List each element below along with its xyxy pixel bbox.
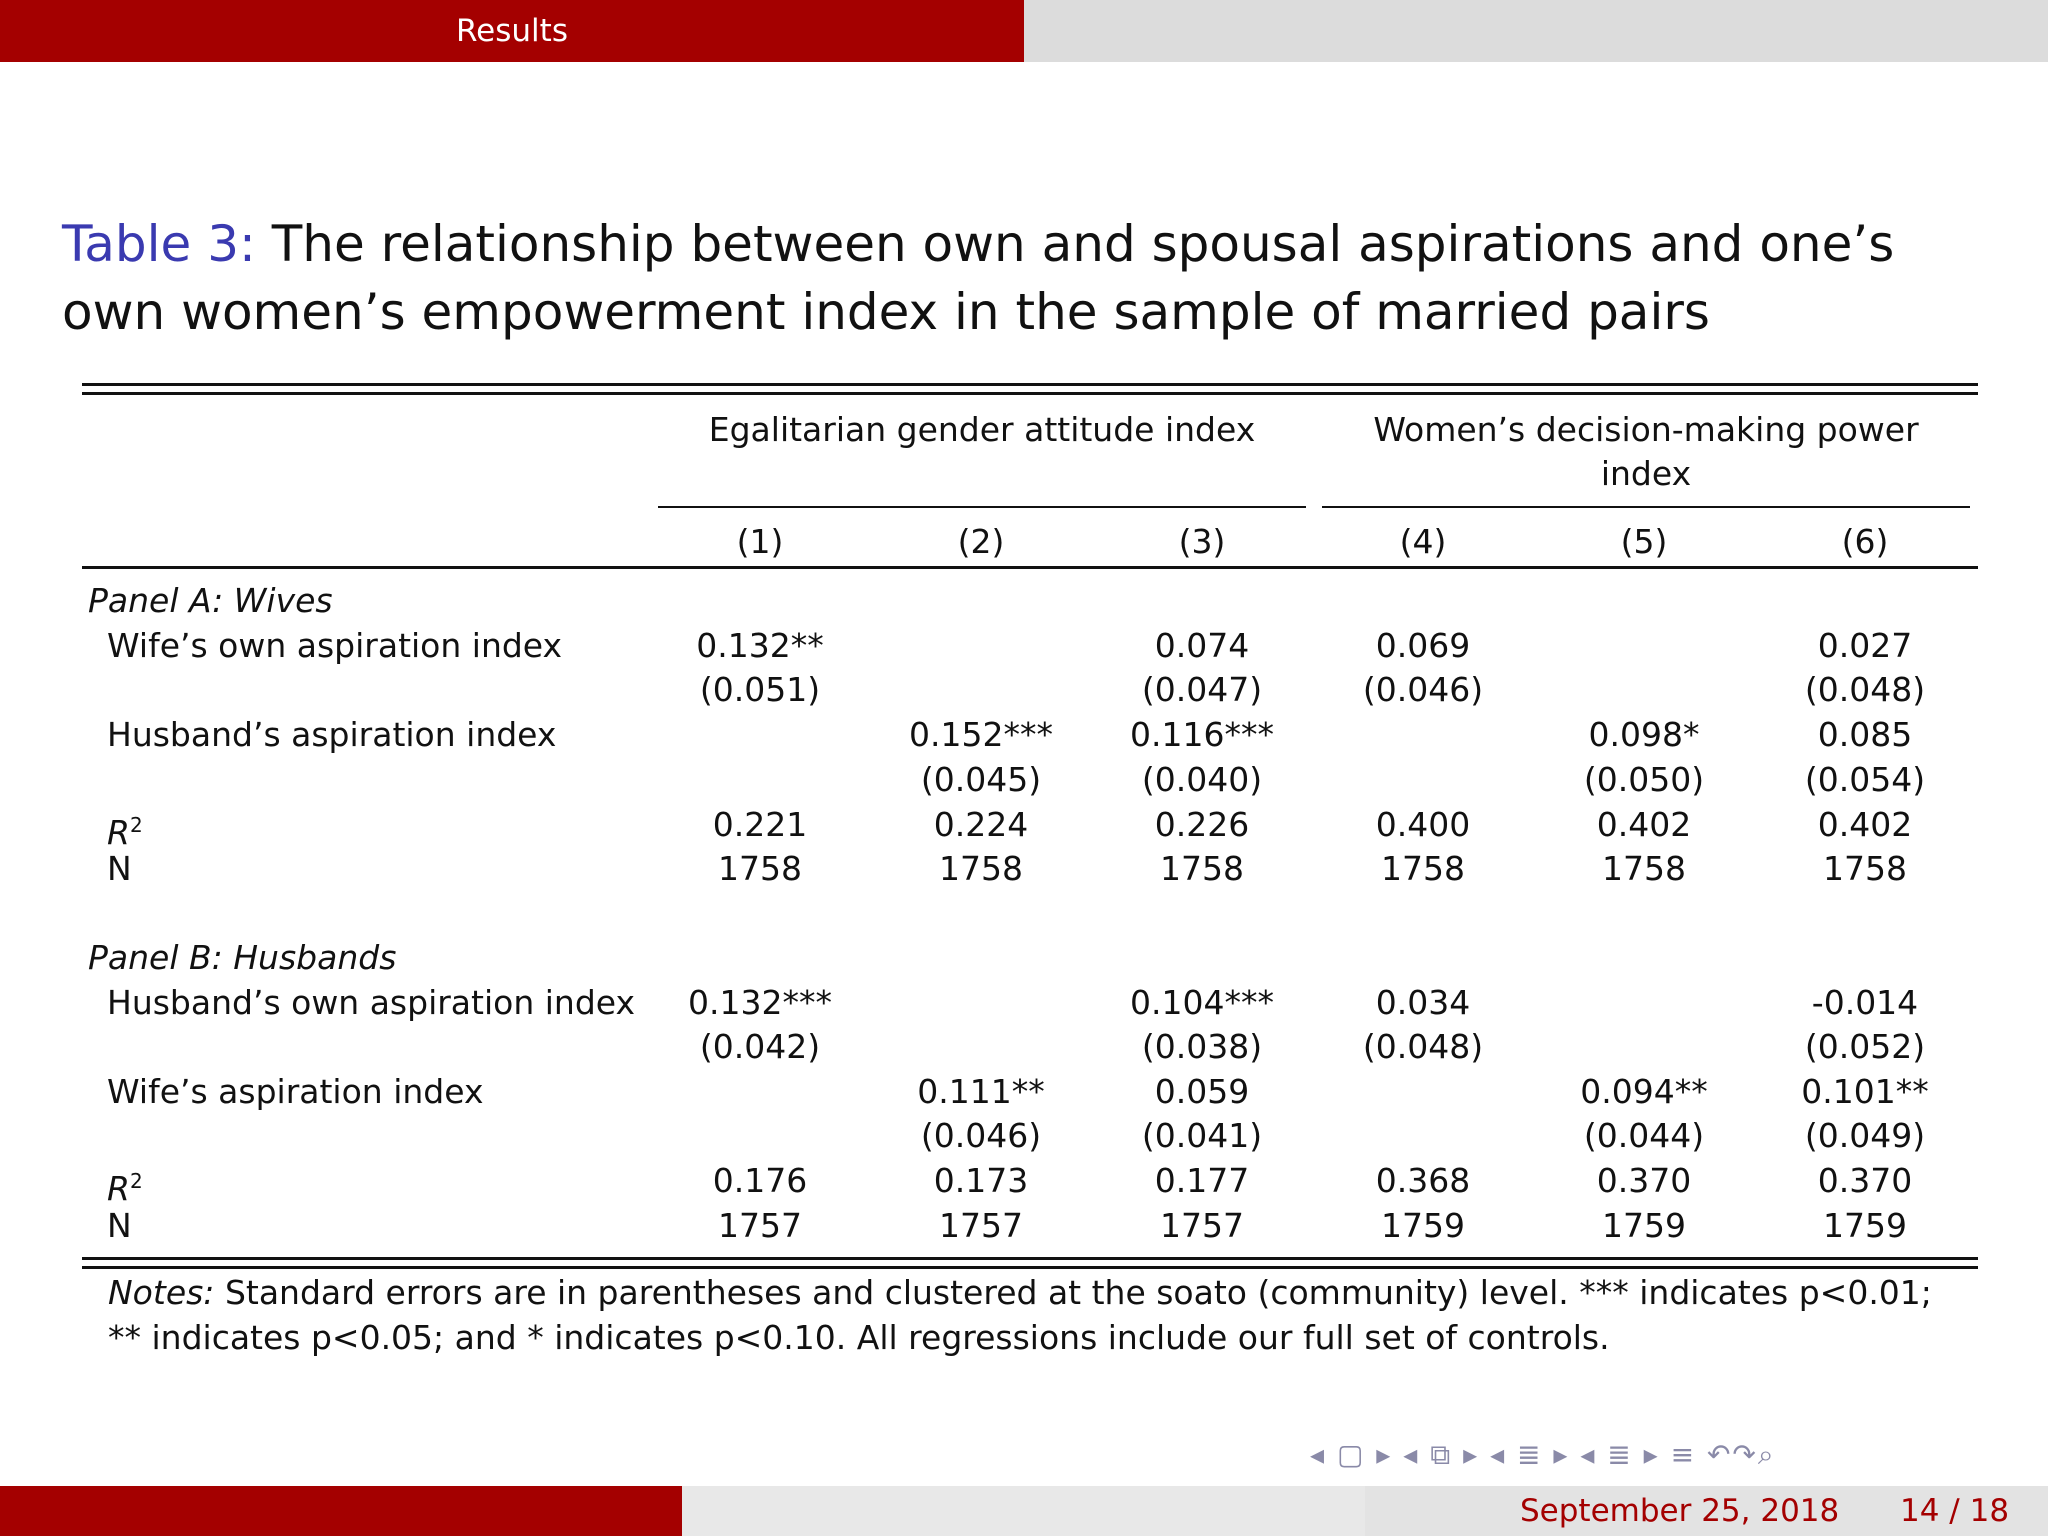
cell-b2-se-3: (0.041) — [1141, 1116, 1263, 1155]
cell-a-r2-1: 0.221 — [712, 805, 808, 844]
beamer-navigation-icons[interactable]: ◂ ▢ ▸ ◂ ⧉ ▸ ◂ ≣ ▸ ◂ ≣ ▸ ≡ ↶↷⌕ — [1310, 1438, 1776, 1471]
cell-a2-coef-2: 0.152*** — [909, 715, 1053, 754]
r2-symbol: R — [107, 813, 130, 852]
table-top-rule-1 — [82, 383, 1978, 386]
cell-a-n-2: 1758 — [939, 849, 1023, 888]
cell-b1-coef-3: 0.104*** — [1130, 983, 1274, 1022]
table-bottom-rule-1 — [82, 1257, 1978, 1260]
cell-a1-se-3: (0.047) — [1141, 670, 1263, 709]
row-label-a-n: N — [107, 849, 132, 888]
cell-a1-coef-4: 0.069 — [1375, 626, 1471, 665]
column-header-3: (3) — [1178, 522, 1226, 561]
cell-b-r2-2: 0.173 — [933, 1161, 1029, 1200]
cell-b-r2-3: 0.177 — [1154, 1161, 1250, 1200]
cell-a2-coef-3: 0.116*** — [1130, 715, 1274, 754]
r2-superscript: 2 — [129, 813, 143, 837]
r2-superscript: 2 — [129, 1169, 143, 1193]
row-label-a1: Wife’s own aspiration index — [107, 626, 563, 665]
cell-a-r2-5: 0.402 — [1596, 805, 1692, 844]
cell-b2-coef-3: 0.059 — [1154, 1072, 1250, 1111]
footer-page-number: 14 / 18 — [1900, 1493, 2010, 1529]
row-label-b-n: N — [107, 1206, 132, 1245]
cell-a2-se-5: (0.050) — [1583, 760, 1705, 799]
cell-b-n-6: 1759 — [1823, 1206, 1907, 1245]
cell-a-r2-4: 0.400 — [1375, 805, 1471, 844]
table-notes — [108, 1270, 1968, 1360]
cell-b2-se-6: (0.049) — [1804, 1116, 1926, 1155]
cell-a-r2-3: 0.226 — [1154, 805, 1250, 844]
footer-title-block — [682, 1486, 1365, 1536]
group-header-decision-line2: index — [1600, 454, 1692, 493]
cell-b2-coef-6: 0.101** — [1801, 1072, 1929, 1111]
footer-author-block — [0, 1486, 682, 1536]
r2-symbol: R — [107, 1169, 130, 1208]
row-label-b2: Wife’s aspiration index — [107, 1072, 484, 1111]
cell-b1-coef-1: 0.132*** — [688, 983, 832, 1022]
cell-a1-coef-3: 0.074 — [1154, 626, 1250, 665]
column-header-5: (5) — [1620, 522, 1668, 561]
footer-date: September 25, 2018 — [1520, 1493, 1840, 1529]
cell-b-r2-5: 0.370 — [1596, 1161, 1692, 1200]
cell-b-r2-1: 0.176 — [712, 1161, 808, 1200]
notes-line-2: ** indicates p<0.05; and * indicates p<0.10. All regressions include our full set of controls. — [108, 1318, 1610, 1357]
cell-a2-se-3: (0.040) — [1141, 760, 1263, 799]
cell-a2-coef-5: 0.098* — [1588, 715, 1700, 754]
cell-a-n-1: 1758 — [718, 849, 802, 888]
column-header-2: (2) — [957, 522, 1005, 561]
cell-b1-coef-4: 0.034 — [1375, 983, 1471, 1022]
cell-a-n-6: 1758 — [1823, 849, 1907, 888]
column-header-6: (6) — [1841, 522, 1889, 561]
cell-b-n-1: 1757 — [718, 1206, 802, 1245]
slide-title — [62, 210, 1992, 346]
title-text: The relationship between own and spousal aspirations and one’s own women’s empowerment index in the sample of married pairs — [62, 215, 1895, 341]
cell-a-n-3: 1758 — [1160, 849, 1244, 888]
row-label-b1: Husband’s own aspiration index — [107, 983, 636, 1022]
cell-a1-se-4: (0.046) — [1362, 670, 1484, 709]
notes-line-1 — [108, 1270, 1968, 1315]
cell-a-r2-6: 0.402 — [1817, 805, 1913, 844]
cell-b-n-2: 1757 — [939, 1206, 1023, 1245]
cell-a1-coef-6: 0.027 — [1817, 626, 1913, 665]
cell-b1-coef-6: -0.014 — [1811, 983, 1919, 1022]
header-rule — [82, 566, 1978, 569]
cell-b-n-4: 1759 — [1381, 1206, 1465, 1245]
cell-a2-se-6: (0.054) — [1804, 760, 1926, 799]
cell-b1-se-4: (0.048) — [1362, 1027, 1484, 1066]
cell-a2-se-2: (0.045) — [920, 760, 1042, 799]
cell-a-n-4: 1758 — [1381, 849, 1465, 888]
notes-label: Notes: — [108, 1273, 215, 1312]
table-bottom-rule-2 — [82, 1266, 1978, 1269]
cell-a-n-5: 1758 — [1602, 849, 1686, 888]
cell-a1-se-1: (0.051) — [699, 670, 821, 709]
row-label-a2: Husband’s aspiration index — [107, 715, 557, 754]
cell-b-r2-4: 0.368 — [1375, 1161, 1471, 1200]
notes-text-1: Standard errors are in parentheses and clustered at the soato (community) level. *** indicates p<0.01; — [224, 1273, 1932, 1312]
cell-b2-coef-2: 0.111** — [917, 1072, 1045, 1111]
table-label: Table 3: — [62, 215, 256, 273]
cell-b2-se-5: (0.044) — [1583, 1116, 1705, 1155]
cell-b-n-5: 1759 — [1602, 1206, 1686, 1245]
section-title[interactable]: Results — [0, 0, 1024, 62]
cell-a2-coef-6: 0.085 — [1817, 715, 1913, 754]
panel-b-title: Panel B: Husbands — [88, 938, 397, 977]
top-bar — [0, 0, 2048, 62]
cell-a1-coef-1: 0.132** — [696, 626, 824, 665]
group-header-egalitarian: Egalitarian gender attitude index — [708, 410, 1256, 449]
cell-b1-se-1: (0.042) — [699, 1027, 821, 1066]
cell-b2-coef-5: 0.094** — [1580, 1072, 1708, 1111]
cell-b-r2-6: 0.370 — [1817, 1161, 1913, 1200]
cell-b2-se-2: (0.046) — [920, 1116, 1042, 1155]
group2-rule — [1322, 506, 1970, 508]
table-top-rule-2 — [82, 392, 1978, 395]
group1-rule — [658, 506, 1306, 508]
cell-a1-se-6: (0.048) — [1804, 670, 1926, 709]
cell-b1-se-3: (0.038) — [1141, 1027, 1263, 1066]
footer-bar — [0, 1486, 2048, 1536]
cell-a-r2-2: 0.224 — [933, 805, 1029, 844]
group-header-decision-line1: Women’s decision-making power — [1373, 410, 1919, 449]
cell-b1-se-6: (0.052) — [1804, 1027, 1926, 1066]
panel-a-title: Panel A: Wives — [88, 581, 333, 620]
column-header-1: (1) — [736, 522, 784, 561]
cell-b-n-3: 1757 — [1160, 1206, 1244, 1245]
column-header-4: (4) — [1399, 522, 1447, 561]
